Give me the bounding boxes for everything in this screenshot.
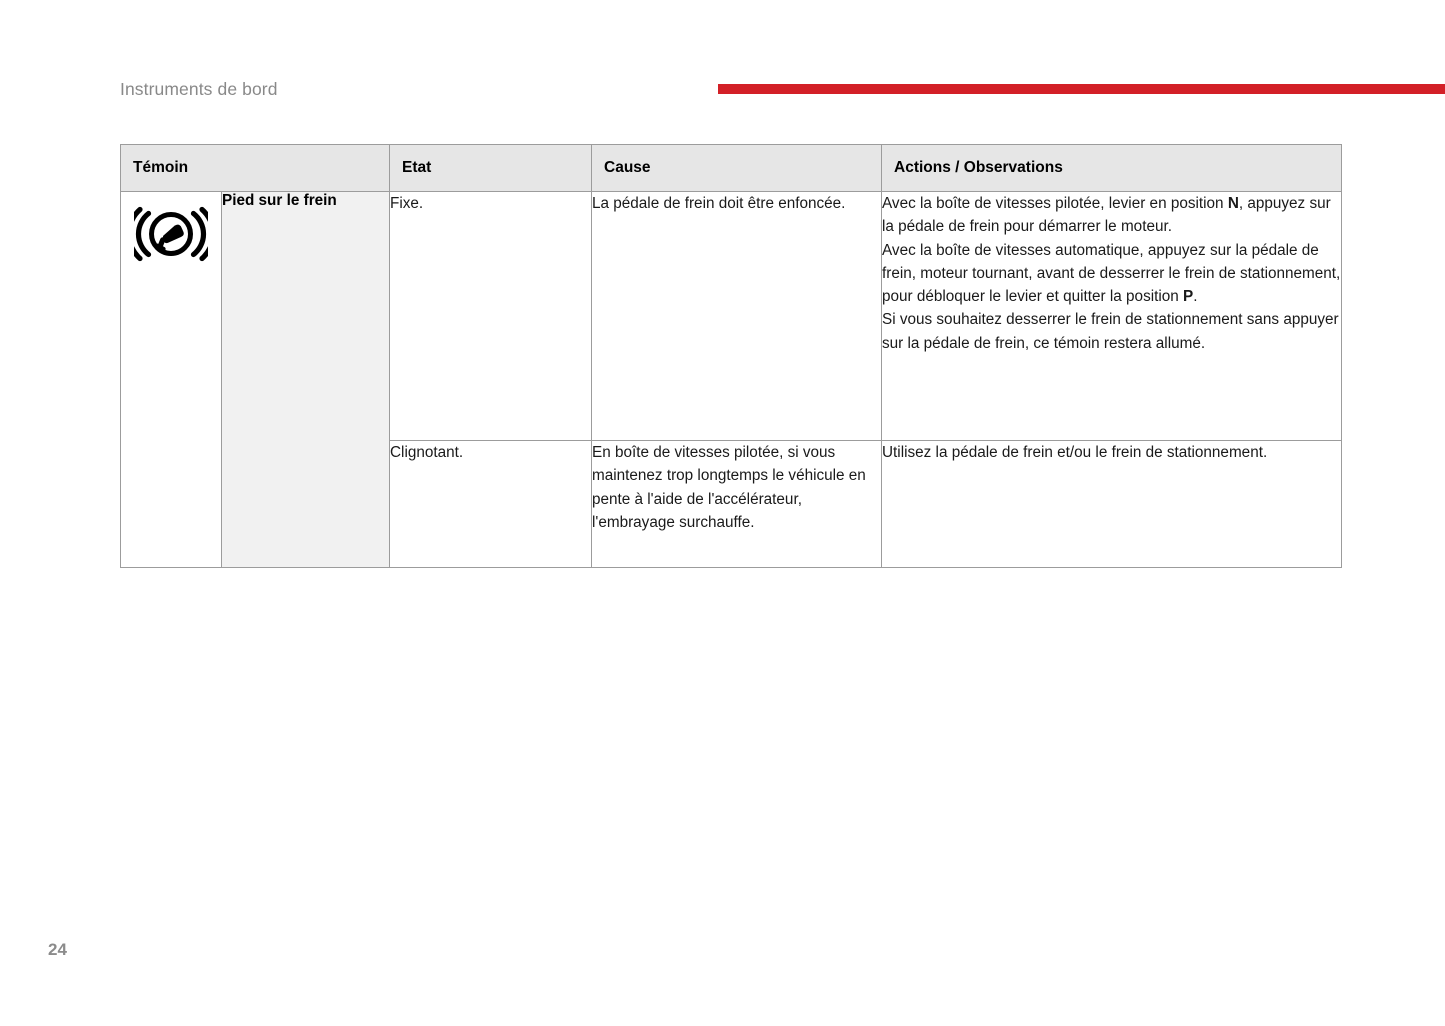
- cause-cell: [592, 441, 882, 568]
- action-emphasis: P: [1183, 288, 1194, 305]
- witness-icon-cell: [121, 192, 222, 568]
- action-text-prefix: Avec la boîte de vitesses pilotée, levier en position: [882, 195, 1228, 212]
- column-header-cause: Cause: [592, 145, 882, 192]
- column-header-temoin: Témoin: [121, 145, 390, 192]
- foot-on-brake-pedal-icon: [121, 192, 221, 267]
- action-text-prefix: Utilisez la pédale de frein et/ou le frein de stationnement.: [882, 444, 1268, 461]
- action-paragraph: [882, 441, 1341, 464]
- etat-text: Fixe.: [390, 195, 424, 212]
- header-red-rule: [718, 84, 1445, 94]
- page-number: 24: [48, 940, 67, 959]
- cause-cell: [592, 192, 882, 441]
- cause-text: La pédale de frein doit être enfoncée.: [592, 195, 846, 212]
- action-text-prefix: Si vous souhaitez desserrer le frein de stationnement sans appuyer sur la pédale de frein, ce témoin restera allumé.: [882, 311, 1339, 352]
- action-paragraph: [882, 239, 1341, 309]
- column-header-actions: Actions / Observations: [882, 145, 1342, 192]
- cause-text: En boîte de vitesses pilotée, si vous maintenez trop longtemps le véhicule en pente à l'aide de l'accélérateur, l'embrayage surchauffe.: [592, 444, 866, 531]
- action-text-suffix: .: [1193, 288, 1198, 305]
- action-emphasis: N: [1227, 195, 1239, 212]
- etat-cell: [390, 192, 592, 441]
- page-section-title: Instruments de bord: [120, 79, 278, 99]
- table-header-row: [121, 145, 1342, 192]
- actions-cell: [882, 441, 1342, 568]
- table-row: [121, 192, 1342, 441]
- action-text-suffix: , appuyez sur la pédale de frein pour démarrer le moteur.: [882, 195, 1331, 236]
- column-header-etat: Etat: [390, 145, 592, 192]
- etat-text: Clignotant.: [390, 444, 464, 461]
- witness-label-cell: Pied sur le frein: [222, 192, 390, 568]
- page-header: [0, 0, 1445, 120]
- etat-cell: [390, 441, 592, 568]
- actions-cell: [882, 192, 1342, 441]
- action-paragraph: [882, 308, 1341, 355]
- warning-lamp-table: [120, 144, 1342, 568]
- action-text-prefix: Avec la boîte de vitesses automatique, appuyez sur la pédale de frein, moteur tournant, avant de desserrer le frein de stationnement, pour débloquer le levier et quitter la position: [882, 241, 1341, 305]
- action-paragraph: [882, 192, 1341, 239]
